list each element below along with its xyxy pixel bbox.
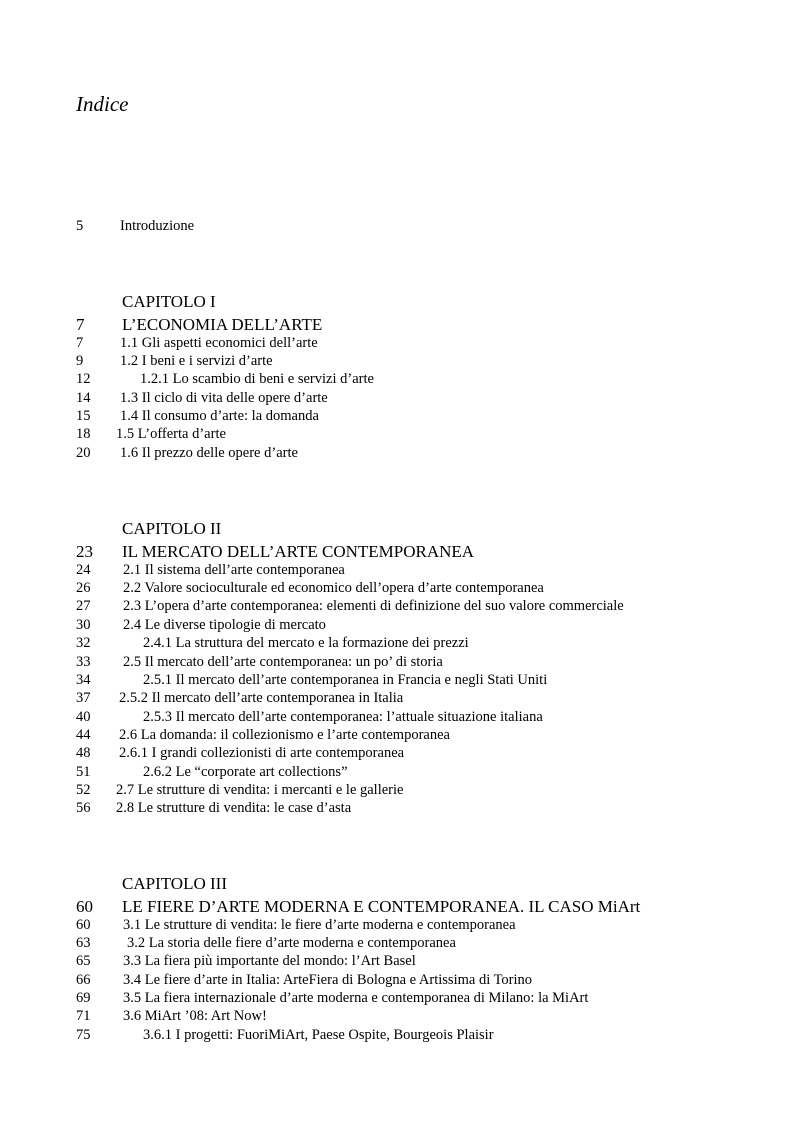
entry-label: 2.6.2 Le “corporate art collections” (143, 764, 348, 780)
entry-label: 2.7 Le strutture di vendita: i mercanti e le gallerie (116, 782, 404, 798)
entry-label: 2.5.3 Il mercato dell’arte contemporanea: l’attuale situazione italiana (143, 709, 543, 725)
entry-label: 2.6.1 I grandi collezionisti di arte contemporanea (119, 745, 405, 761)
entry-label: 3.6.1 I progetti: FuoriMiArt, Paese Ospite, Bourgeois Plaisir (143, 1027, 494, 1043)
page-number: 63 (76, 935, 91, 951)
entry-label: 2.6 La domanda: il collezionismo e l’arte contemporanea (119, 727, 450, 743)
page-number: 56 (76, 800, 91, 816)
page-number: 9 (76, 353, 84, 369)
chapter-heading: CAPITOLO III (122, 874, 227, 893)
entry-label: 3.5 La fiera internazionale d’arte moderna e contemporanea di Milano: la MiArt (123, 990, 589, 1006)
entry-label: 1.2 I beni e i servizi d’arte (120, 353, 273, 369)
entry-label: 3.1 Le strutture di vendita: le fiere d’arte moderna e contemporanea (123, 917, 516, 933)
page-number: 44 (76, 727, 91, 743)
page-number: 20 (76, 445, 91, 461)
page-number: 60 (76, 917, 91, 933)
page-number: 60 (76, 897, 93, 916)
page-number: 27 (76, 598, 91, 614)
page-number: 51 (76, 764, 91, 780)
page-number: 40 (76, 709, 91, 725)
entry-label: 2.2 Valore socioculturale ed economico dell’opera d’arte contemporanea (123, 580, 544, 596)
page-number: 71 (76, 1008, 91, 1024)
entry-label: 1.5 L’offerta d’arte (116, 426, 226, 442)
entry-label: Introduzione (120, 218, 195, 234)
page-number: 5 (76, 218, 84, 234)
entry-label: 3.6 MiArt ’08: Art Now! (123, 1008, 267, 1024)
entry-label: 2.1 Il sistema dell’arte contemporanea (123, 562, 345, 578)
page-number: 52 (76, 782, 91, 798)
page-number: 7 (76, 315, 85, 334)
chapter-title: IL MERCATO DELL’ARTE CONTEMPORANEA (122, 542, 475, 561)
entry-label: 1.4 Il consumo d’arte: la domanda (120, 408, 319, 424)
entry-label: 2.5.2 Il mercato dell’arte contemporanea in Italia (119, 690, 404, 706)
entry-label: 2.8 Le strutture di vendita: le case d’asta (116, 800, 352, 816)
page-number: 65 (76, 953, 91, 969)
page-number: 14 (76, 390, 91, 406)
entry-label: 1.6 Il prezzo delle opere d’arte (120, 445, 298, 461)
page-number: 48 (76, 745, 91, 761)
chapter-title: L’ECONOMIA DELL’ARTE (122, 315, 323, 334)
page-number: 37 (76, 690, 91, 706)
entry-label: 2.4 Le diverse tipologie di mercato (123, 617, 326, 633)
page-number: 32 (76, 635, 91, 651)
chapter-title: LE FIERE D’ARTE MODERNA E CONTEMPORANEA. IL CASO MiArt (122, 897, 641, 916)
page-number: 7 (76, 335, 84, 351)
page-number: 24 (76, 562, 91, 578)
entry-label: 3.2 La storia delle fiere d’arte moderna e contemporanea (127, 935, 456, 951)
page-number: 69 (76, 990, 91, 1006)
page-number: 66 (76, 972, 91, 988)
page-number: 12 (76, 371, 91, 387)
chapter-heading: CAPITOLO II (122, 519, 222, 538)
entry-label: 3.4 Le fiere d’arte in Italia: ArteFiera di Bologna e Artissima di Torino (123, 972, 533, 988)
entry-label: 2.5.1 Il mercato dell’arte contemporanea in Francia e negli Stati Uniti (143, 672, 548, 688)
entry-label: 2.5 Il mercato dell’arte contemporanea: un po’ di storia (123, 654, 443, 670)
entry-label: 3.3 La fiera più importante del mondo: l’Art Basel (123, 953, 416, 969)
page-number: 15 (76, 408, 91, 424)
page-title: Indice (76, 92, 129, 116)
page-number: 30 (76, 617, 91, 633)
entry-label: 2.3 L’opera d’arte contemporanea: elementi di definizione del suo valore commerciale (123, 598, 624, 614)
entry-label: 1.1 Gli aspetti economici dell’arte (120, 335, 318, 351)
page-number: 26 (76, 580, 91, 596)
entry-label: 1.2.1 Lo scambio di beni e servizi d’arte (140, 371, 374, 387)
entry-label: 2.4.1 La struttura del mercato e la formazione dei prezzi (143, 635, 469, 651)
page-number: 23 (76, 542, 93, 561)
page-number: 34 (76, 672, 91, 688)
page-number: 18 (76, 426, 91, 442)
entry-label: 1.3 Il ciclo di vita delle opere d’arte (120, 390, 328, 406)
chapter-heading: CAPITOLO I (122, 292, 216, 311)
page-number: 75 (76, 1027, 91, 1043)
page-number: 33 (76, 654, 91, 670)
